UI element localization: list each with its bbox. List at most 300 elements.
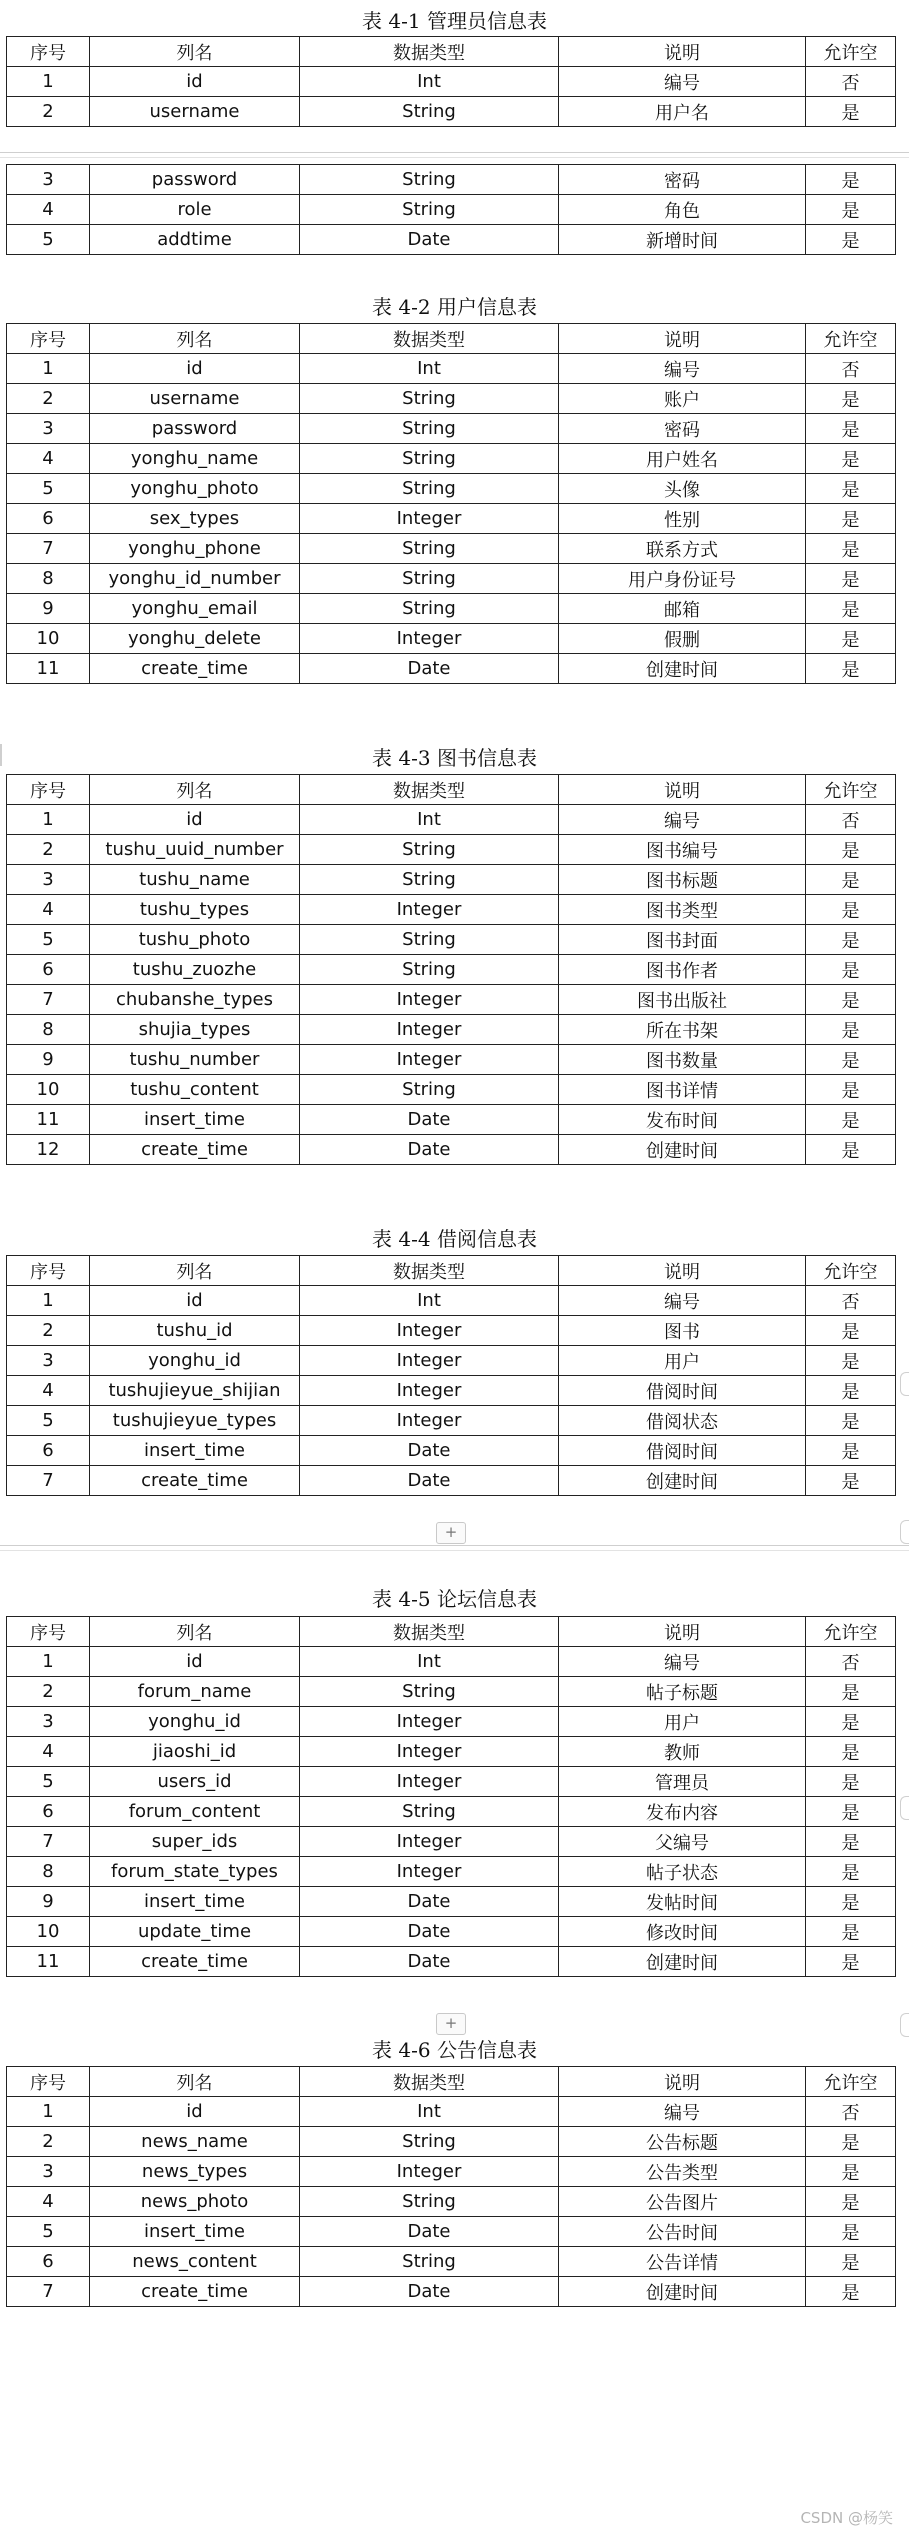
table-cell: users_id [90, 1767, 300, 1797]
table-cell: 3 [7, 1346, 90, 1376]
table-cell: role [90, 195, 300, 225]
table-cell: yonghu_email [90, 594, 300, 624]
table-cell: Int [300, 805, 559, 835]
column-header: 数据类型 [300, 2067, 559, 2097]
table-cell: id [90, 354, 300, 384]
table-cell: tushu_zuozhe [90, 955, 300, 985]
table-row [7, 1647, 896, 1677]
table-row [7, 534, 896, 564]
table-cell: String [300, 195, 559, 225]
table-cell: super_ids [90, 1827, 300, 1857]
table-cell: 是 [806, 1797, 896, 1827]
page-break-line [0, 157, 909, 158]
table-cell: 7 [7, 985, 90, 1015]
table-cell: String [300, 835, 559, 865]
table-caption: 表 4-5 论坛信息表 [372, 1587, 537, 1611]
table-cell: chubanshe_types [90, 985, 300, 1015]
column-header: 列名 [90, 1256, 300, 1286]
table-cell: Date [300, 225, 559, 255]
table-cell: Date [300, 1947, 559, 1977]
table-row [7, 1406, 896, 1436]
table-cell: 教师 [559, 1737, 806, 1767]
table-cell: String [300, 414, 559, 444]
table-cell: tushu_content [90, 1075, 300, 1105]
table-row [7, 805, 896, 835]
table-cell: 9 [7, 1045, 90, 1075]
table-row [7, 67, 896, 97]
table-cell: 创建时间 [559, 654, 806, 684]
table-forum-info [6, 1616, 896, 1977]
table-cell: 是 [806, 1045, 896, 1075]
table-cell: 2 [7, 97, 90, 127]
table-row [7, 97, 896, 127]
table-cell: tushu_uuid_number [90, 835, 300, 865]
table-row [7, 474, 896, 504]
table-cell: 编号 [559, 805, 806, 835]
table-cell: Integer [300, 1015, 559, 1045]
table-cell: 10 [7, 1075, 90, 1105]
column-header: 数据类型 [300, 775, 559, 805]
table-cell: 11 [7, 1105, 90, 1135]
table-cell: 发布时间 [559, 1105, 806, 1135]
table-cell: 是 [806, 1827, 896, 1857]
column-header: 序号 [7, 324, 90, 354]
table-cell: 5 [7, 1767, 90, 1797]
table-cell: news_name [90, 2127, 300, 2157]
table-cell: 3 [7, 414, 90, 444]
table-cell: String [300, 865, 559, 895]
table-cell: 公告图片 [559, 2187, 806, 2217]
column-header: 序号 [7, 775, 90, 805]
table-cell: 12 [7, 1135, 90, 1165]
table-cell: Date [300, 1917, 559, 1947]
table-cell: 1 [7, 1647, 90, 1677]
table-cell: yonghu_id [90, 1707, 300, 1737]
table-cell: Integer [300, 895, 559, 925]
table-row [7, 1105, 896, 1135]
table-cell: 借阅时间 [559, 1436, 806, 1466]
column-header: 数据类型 [300, 1256, 559, 1286]
table-row [7, 1045, 896, 1075]
table-cell: insert_time [90, 1436, 300, 1466]
table-cell: 7 [7, 1466, 90, 1496]
table-cell: 是 [806, 895, 896, 925]
table-cell: 发布内容 [559, 1797, 806, 1827]
table-cell: String [300, 474, 559, 504]
table-cell: 帖子标题 [559, 1677, 806, 1707]
table-row [7, 2127, 896, 2157]
table-cell: 编号 [559, 1286, 806, 1316]
table-cell: Integer [300, 1707, 559, 1737]
table-cell: forum_name [90, 1677, 300, 1707]
table-cell: 2 [7, 1677, 90, 1707]
table-cell: Int [300, 354, 559, 384]
table-cell: 创建时间 [559, 1947, 806, 1977]
right-edge-handle[interactable] [900, 2013, 909, 2037]
column-header: 列名 [90, 2067, 300, 2097]
table-cell: yonghu_id_number [90, 564, 300, 594]
table-cell: 图书编号 [559, 835, 806, 865]
table-cell: 否 [806, 354, 896, 384]
table-cell: Integer [300, 1767, 559, 1797]
table-cell: String [300, 564, 559, 594]
table-cell: 账户 [559, 384, 806, 414]
table-cell: 否 [806, 2097, 896, 2127]
table-cell: shujia_types [90, 1015, 300, 1045]
table-cell: Int [300, 2097, 559, 2127]
table-header-row [7, 324, 896, 354]
table-cell: tushu_number [90, 1045, 300, 1075]
table-cell: 6 [7, 1436, 90, 1466]
table-cell: 用户名 [559, 97, 806, 127]
page-break-line [0, 1545, 909, 1546]
table-row [7, 985, 896, 1015]
table-cell: Date [300, 2217, 559, 2247]
table-cell: id [90, 805, 300, 835]
table-cell: String [300, 97, 559, 127]
table-row [7, 955, 896, 985]
table-cell: insert_time [90, 1887, 300, 1917]
column-header: 说明 [559, 1256, 806, 1286]
table-cell: 父编号 [559, 1827, 806, 1857]
table-cell: Integer [300, 1827, 559, 1857]
table-book-info [6, 774, 896, 1165]
table-header-row [7, 37, 896, 67]
table-row [7, 2157, 896, 2187]
table-cell: news_types [90, 2157, 300, 2187]
table-row [7, 895, 896, 925]
table-cell: Integer [300, 1346, 559, 1376]
table-row [7, 1887, 896, 1917]
table-cell: Date [300, 654, 559, 684]
table-row [7, 1316, 896, 1346]
table-row [7, 1346, 896, 1376]
table-cell: 3 [7, 1707, 90, 1737]
table-cell: 否 [806, 67, 896, 97]
table-cell: 假删 [559, 624, 806, 654]
table-cell: 创建时间 [559, 1135, 806, 1165]
table-cell: password [90, 414, 300, 444]
table-cell: 是 [806, 1767, 896, 1797]
table-cell: 是 [806, 165, 896, 195]
table-cell: 3 [7, 2157, 90, 2187]
table-cell: yonghu_phone [90, 534, 300, 564]
table-cell: 用户 [559, 1707, 806, 1737]
table-cell: 7 [7, 1827, 90, 1857]
table-cell: Date [300, 1436, 559, 1466]
table-cell: 5 [7, 1406, 90, 1436]
table-cell: 是 [806, 865, 896, 895]
table-cell: 是 [806, 1737, 896, 1767]
table-cell: 是 [806, 835, 896, 865]
table-cell: 1 [7, 354, 90, 384]
table-cell: 是 [806, 1857, 896, 1887]
table-cell: Date [300, 2277, 559, 2307]
table-cell: username [90, 97, 300, 127]
table-cell: String [300, 444, 559, 474]
table-cell: 8 [7, 564, 90, 594]
right-edge-handle[interactable] [900, 1796, 909, 1820]
table-caption: 表 4-6 公告信息表 [372, 2038, 537, 2062]
table-cell: 是 [806, 654, 896, 684]
table-row [7, 2217, 896, 2247]
table-cell: 是 [806, 1316, 896, 1346]
table-cell: yonghu_id [90, 1346, 300, 1376]
table-cell: 5 [7, 2217, 90, 2247]
page-break-line [0, 1550, 909, 1551]
table-cell: id [90, 67, 300, 97]
table-cell: tushu_types [90, 895, 300, 925]
table-row [7, 195, 896, 225]
table-row [7, 414, 896, 444]
table-cell: 用户姓名 [559, 444, 806, 474]
table-cell: 6 [7, 1797, 90, 1827]
column-header: 列名 [90, 1617, 300, 1647]
page-break-line [0, 152, 909, 153]
table-row [7, 835, 896, 865]
column-header: 允许空 [806, 37, 896, 67]
table-cell: forum_state_types [90, 1857, 300, 1887]
table-cell: 是 [806, 564, 896, 594]
table-cell: 编号 [559, 1647, 806, 1677]
table-cell: String [300, 925, 559, 955]
table-cell: password [90, 165, 300, 195]
table-cell: 2 [7, 2127, 90, 2157]
table-cell: 11 [7, 1947, 90, 1977]
table-cell: news_content [90, 2247, 300, 2277]
table-cell: tushu_id [90, 1316, 300, 1346]
table-row [7, 165, 896, 195]
table-cell: create_time [90, 2277, 300, 2307]
table-row [7, 1075, 896, 1105]
table-cell: 是 [806, 474, 896, 504]
table-cell: create_time [90, 1466, 300, 1496]
table-row [7, 1917, 896, 1947]
table-cell: create_time [90, 1947, 300, 1977]
right-edge-handle[interactable] [900, 1372, 909, 1396]
table-cell: 创建时间 [559, 2277, 806, 2307]
table-cell: tushujieyue_shijian [90, 1376, 300, 1406]
column-header: 允许空 [806, 2067, 896, 2097]
column-header: 数据类型 [300, 37, 559, 67]
table-cell: 图书标题 [559, 865, 806, 895]
table-cell: String [300, 1075, 559, 1105]
table-cell: 是 [806, 1436, 896, 1466]
table-cell: 图书 [559, 1316, 806, 1346]
table-row [7, 1677, 896, 1707]
table-cell: 图书封面 [559, 925, 806, 955]
table-row [7, 624, 896, 654]
table-row [7, 354, 896, 384]
right-edge-handle[interactable] [900, 1520, 909, 1544]
table-cell: 公告类型 [559, 2157, 806, 2187]
table-cell: Date [300, 1887, 559, 1917]
table-row [7, 1286, 896, 1316]
table-cell: 6 [7, 504, 90, 534]
table-cell: Date [300, 1466, 559, 1496]
table-cell: news_photo [90, 2187, 300, 2217]
table-cell: Integer [300, 1376, 559, 1406]
table-cell: 公告详情 [559, 2247, 806, 2277]
table-row [7, 564, 896, 594]
table-cell: 借阅时间 [559, 1376, 806, 1406]
table-row [7, 1737, 896, 1767]
table-cell: 2 [7, 384, 90, 414]
table-cell: 密码 [559, 414, 806, 444]
table-cell: 是 [806, 195, 896, 225]
table-row [7, 1707, 896, 1737]
table-cell: 10 [7, 1917, 90, 1947]
column-header: 序号 [7, 37, 90, 67]
table-cell: 3 [7, 165, 90, 195]
table-cell: String [300, 2187, 559, 2217]
table-cell: 是 [806, 1707, 896, 1737]
column-header: 说明 [559, 775, 806, 805]
table-cell: 性别 [559, 504, 806, 534]
table-cell: 是 [806, 2187, 896, 2217]
table-cell: 编号 [559, 2097, 806, 2127]
table-cell: 是 [806, 1677, 896, 1707]
table-cell: update_time [90, 1917, 300, 1947]
table-cell: 是 [806, 2277, 896, 2307]
table-row [7, 2277, 896, 2307]
table-cell: Date [300, 1135, 559, 1165]
table-cell: 1 [7, 1286, 90, 1316]
table-cell: 图书作者 [559, 955, 806, 985]
table-cell: 9 [7, 1887, 90, 1917]
table-cell: 是 [806, 2127, 896, 2157]
table-cell: String [300, 384, 559, 414]
table-cell: insert_time [90, 1105, 300, 1135]
column-header: 序号 [7, 1617, 90, 1647]
table-row [7, 1436, 896, 1466]
table-cell: 是 [806, 1105, 896, 1135]
table-row [7, 444, 896, 474]
table-cell: 是 [806, 1015, 896, 1045]
column-header: 说明 [559, 37, 806, 67]
table-cell: Integer [300, 624, 559, 654]
table-borrow-info [6, 1255, 896, 1496]
table-cell: 4 [7, 1376, 90, 1406]
table-cell: 借阅状态 [559, 1406, 806, 1436]
add-row-button[interactable]: + [436, 1522, 466, 1544]
table-cell: 是 [806, 1887, 896, 1917]
table-cell: Integer [300, 504, 559, 534]
table-row [7, 1376, 896, 1406]
table-cell: 1 [7, 2097, 90, 2127]
column-header: 数据类型 [300, 324, 559, 354]
table-cell: Int [300, 1647, 559, 1677]
table-cell: 公告时间 [559, 2217, 806, 2247]
table-cell: 是 [806, 225, 896, 255]
table-cell: insert_time [90, 2217, 300, 2247]
table-caption: 表 4-2 用户信息表 [372, 295, 537, 319]
table-cell: yonghu_delete [90, 624, 300, 654]
table-cell: 编号 [559, 354, 806, 384]
table-cell: 邮箱 [559, 594, 806, 624]
table-cell: Integer [300, 1857, 559, 1887]
table-cell: 修改时间 [559, 1917, 806, 1947]
table-cell: Integer [300, 985, 559, 1015]
table-cell: 是 [806, 925, 896, 955]
table-row [7, 1135, 896, 1165]
table-cell: 新增时间 [559, 225, 806, 255]
table-row [7, 1015, 896, 1045]
table-cell: 11 [7, 654, 90, 684]
table-cell: 是 [806, 1917, 896, 1947]
column-header: 说明 [559, 2067, 806, 2097]
table-row [7, 384, 896, 414]
table-cell: sex_types [90, 504, 300, 534]
table-cell: 5 [7, 474, 90, 504]
table-cell: String [300, 594, 559, 624]
table-cell: 是 [806, 1376, 896, 1406]
table-cell: addtime [90, 225, 300, 255]
add-row-button[interactable]: + [436, 2013, 466, 2035]
table-caption: 表 4-1 管理员信息表 [362, 9, 547, 33]
table-cell: 是 [806, 444, 896, 474]
table-cell: username [90, 384, 300, 414]
table-cell: String [300, 2247, 559, 2277]
table-row [7, 925, 896, 955]
table-cell: Integer [300, 1045, 559, 1075]
table-user-info [6, 323, 896, 684]
table-cell: 3 [7, 865, 90, 895]
table-cell: id [90, 1286, 300, 1316]
column-header: 列名 [90, 324, 300, 354]
table-cell: 7 [7, 534, 90, 564]
table-cell: 是 [806, 2247, 896, 2277]
table-cell: 创建时间 [559, 1466, 806, 1496]
table-cell: String [300, 534, 559, 564]
table-cell: 否 [806, 805, 896, 835]
table-row [7, 1857, 896, 1887]
table-cell: 2 [7, 1316, 90, 1346]
table-cell: Int [300, 1286, 559, 1316]
table-cell: 是 [806, 504, 896, 534]
table-cell: 是 [806, 1075, 896, 1105]
table-row [7, 1947, 896, 1977]
table-cell: 是 [806, 1947, 896, 1977]
table-cell: String [300, 1797, 559, 1827]
column-header: 允许空 [806, 1256, 896, 1286]
column-header: 说明 [559, 324, 806, 354]
table-admin-info [6, 36, 896, 127]
table-cell: 4 [7, 1737, 90, 1767]
table-cell: 图书出版社 [559, 985, 806, 1015]
table-header-row [7, 1617, 896, 1647]
table-cell: 图书类型 [559, 895, 806, 925]
table-cell: jiaoshi_id [90, 1737, 300, 1767]
column-header: 序号 [7, 2067, 90, 2097]
table-cell: tushujieyue_types [90, 1406, 300, 1436]
table-cell: String [300, 165, 559, 195]
table-cell: Integer [300, 1316, 559, 1346]
table-cell: 5 [7, 925, 90, 955]
table-cell: Integer [300, 1737, 559, 1767]
column-header: 允许空 [806, 1617, 896, 1647]
table-cell: 图书数量 [559, 1045, 806, 1075]
table-cell: 是 [806, 2157, 896, 2187]
table-cell: 是 [806, 1135, 896, 1165]
table-cell: tushu_name [90, 865, 300, 895]
table-header-row [7, 2067, 896, 2097]
table-cell: id [90, 1647, 300, 1677]
table-cell: yonghu_photo [90, 474, 300, 504]
table-cell: 是 [806, 594, 896, 624]
table-row [7, 504, 896, 534]
table-cell: 1 [7, 67, 90, 97]
